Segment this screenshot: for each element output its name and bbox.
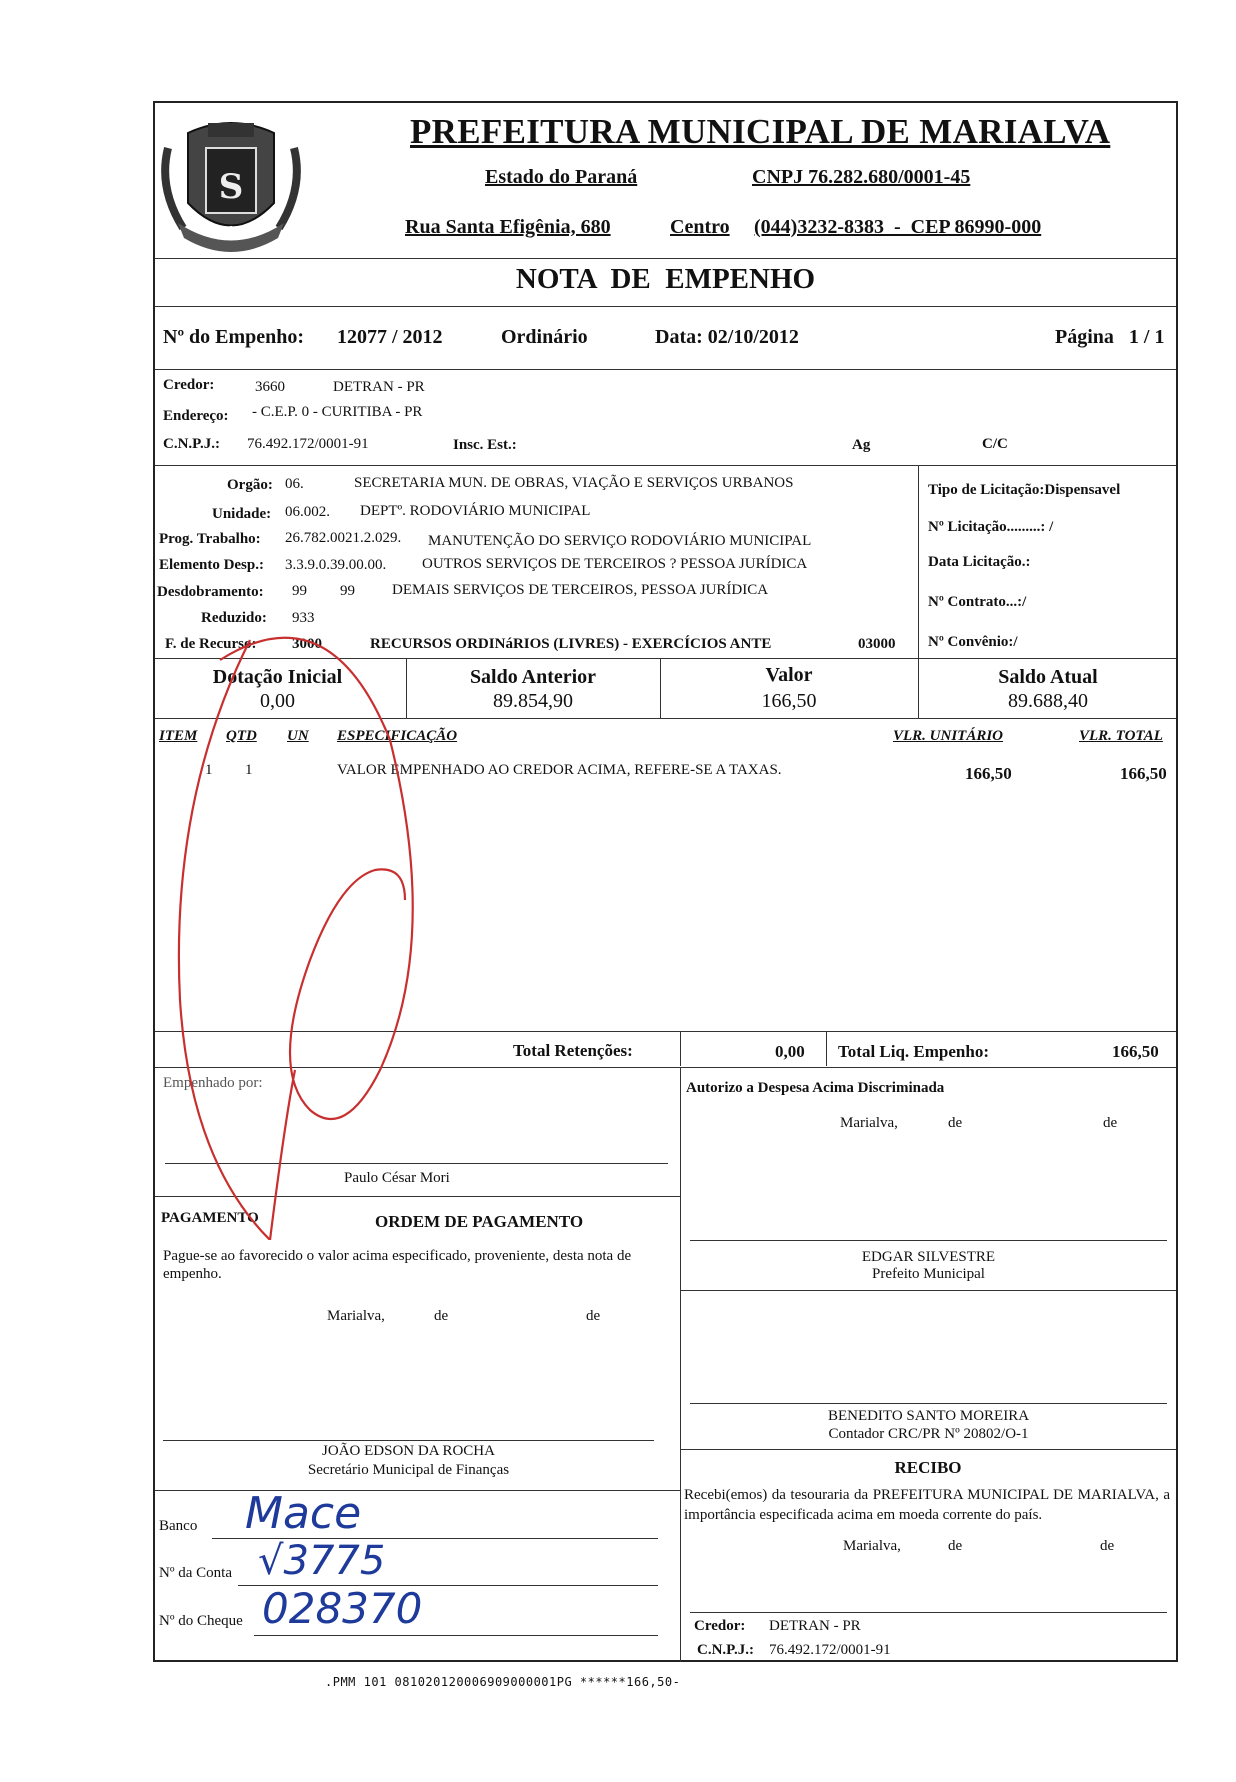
prog-trabalho-label: Prog. Trabalho:: [159, 531, 261, 547]
phone-cep: (044)3232-8383 - CEP 86990-000: [754, 216, 1042, 238]
handwritten-signature: [150, 600, 490, 1240]
svg-text:S: S: [218, 167, 244, 207]
recibo-credor-value: DETRAN - PR: [769, 1618, 861, 1634]
recibo-cnpj-value: 76.492.172/0001-91: [769, 1642, 891, 1658]
pagamento-text: Pague-se ao favorecido o valor acima especificado, proveniente, desta nota de empenho.: [163, 1248, 632, 1282]
prefeito-role: Prefeito Municipal: [872, 1266, 985, 1282]
recibo-city: Marialva,: [843, 1538, 901, 1554]
city-coat-of-arms-logo: [158, 108, 304, 258]
saldo-anterior-label: Saldo Anterior: [469, 666, 597, 688]
un-header: UN: [287, 728, 309, 744]
prog-trabalho-code: 26.782.0021.2.029.: [285, 530, 402, 546]
fonte-recurso-label: F. de Recurso:: [165, 636, 257, 652]
recibo-de-1: de: [948, 1538, 963, 1554]
prefeito-name: EDGAR SILVESTRE: [861, 1249, 996, 1265]
total-value-header: VLR. TOTAL: [1079, 728, 1163, 744]
empenhado-por-name: Paulo César Mori: [344, 1170, 450, 1186]
reduzido-label: Reduzido:: [201, 610, 267, 626]
fonte-recurso-description: RECURSOS ORDINáRIOS (LIVRES) - EXERCÍCIOS ANTE: [370, 636, 772, 652]
autorizo-label: Autorizo a Despesa Acima Discriminada: [686, 1080, 945, 1096]
reduzido-value: 933: [292, 610, 315, 626]
recibo-de-2: de: [1100, 1538, 1115, 1554]
address-street: Rua Santa Efigênia, 680: [405, 216, 611, 238]
dotacao-inicial-value: 0,00: [260, 690, 295, 712]
valor-value: 166,50: [761, 690, 817, 712]
secretario-role: Secretário Municipal de Finanças: [307, 1462, 510, 1478]
qtd-header: QTD: [226, 728, 257, 744]
fonte-recurso-number: 03000: [858, 636, 896, 652]
orgao-label: Orgão:: [227, 477, 273, 493]
orgao-description: SECRETARIA MUN. DE OBRAS, VIAÇÃO E SERVIÇOS URBANOS: [354, 475, 794, 491]
pagamento-de-2: de: [586, 1308, 601, 1324]
desdobramento-a: 99: [292, 583, 307, 599]
tipo-licitacao: Tipo de Licitação:Dispensavel: [928, 482, 1121, 498]
desdobramento-label: Desdobramento:: [157, 584, 264, 600]
cheque-handwritten: 028370: [262, 1584, 423, 1633]
saldo-anterior-value: 89.854,90: [493, 690, 573, 712]
item-total-value: 166,50: [1120, 764, 1167, 783]
municipality-title: PREFEITURA MUNICIPAL DE MARIALVA: [410, 112, 1111, 151]
total-liquido-value: 166,50: [1112, 1042, 1159, 1061]
desdobramento-description: DEMAIS SERVIÇOS DE TERCEIROS, PESSOA JURÍDICA: [392, 582, 769, 598]
credor-name: DETRAN - PR: [333, 379, 425, 395]
desdobramento-b: 99: [340, 583, 355, 599]
cnpj-label: C.N.P.J.:: [163, 436, 220, 452]
total-liquido-label: Total Liq. Empenho:: [838, 1042, 989, 1061]
item-description: VALOR EMPENHADO AO CREDOR ACIMA, REFERE-SE A TAXAS.: [337, 762, 782, 778]
unidade-description: DEPTº. RODOVIÁRIO MUNICIPAL: [360, 503, 591, 519]
empenho-number: 12077 / 2012: [337, 326, 443, 348]
credor-label: Credor:: [163, 377, 215, 393]
saldo-atual-label: Saldo Atual: [998, 666, 1098, 688]
empenho-date: Data: 02/10/2012: [655, 326, 799, 348]
banco-handwritten: Mace: [245, 1488, 362, 1539]
autorizo-de-1: de: [948, 1115, 963, 1131]
recibo-credor-label: Credor:: [694, 1618, 746, 1634]
elemento-label: Elemento Desp.:: [159, 557, 264, 573]
conta-label: Nº da Conta: [159, 1565, 232, 1581]
item-number: 1: [205, 762, 213, 778]
prog-trabalho-description: MANUTENÇÃO DO SERVIÇO RODOVIÁRIO MUNICIPAL: [428, 533, 812, 549]
pagamento-label: PAGAMENTO: [161, 1210, 259, 1226]
cheque-label: Nº do Cheque: [159, 1613, 243, 1629]
dotacao-inicial-label: Dotação Inicial: [212, 666, 343, 688]
saldo-atual-value: 89.688,40: [1008, 690, 1088, 712]
recibo-text: Recebi(emos) da tesouraria da PREFEITURA MUNICIPAL DE MARIALVA, a importância especificada acima em moeda corrente do país.: [684, 1487, 1170, 1523]
numero-licitacao: Nº Licitação.........: /: [928, 519, 1054, 535]
credor-code: 3660: [255, 379, 285, 395]
pagamento-city: Marialva,: [327, 1308, 385, 1324]
empenhado-por-label: Empenhado por:: [163, 1075, 263, 1091]
autorizo-de-2: de: [1103, 1115, 1118, 1131]
address-district: Centro: [670, 216, 730, 238]
fonte-recurso-code: 3000: [292, 636, 322, 652]
logo-banner-text: MARIALVA: [198, 225, 255, 236]
orgao-code: 06.: [285, 476, 304, 492]
barcode-text: .PMM 101 081020120006909000001PG ******166,50-: [325, 1675, 681, 1689]
unidade-code: 06.002.: [285, 504, 330, 520]
elemento-description: OUTROS SERVIÇOS DE TERCEIROS ? PESSOA JURÍDICA: [422, 556, 808, 572]
especificacao-header: ESPECIFICAÇÃO: [337, 728, 458, 744]
unidade-label: Unidade:: [212, 506, 272, 522]
endereco-value: - C.E.P. 0 - CURITIBA - PR: [252, 404, 423, 420]
conta-handwritten: √3775: [258, 1538, 386, 1584]
page-number: Página 1 / 1: [1055, 326, 1165, 348]
numero-contrato: Nº Contrato...:/: [928, 594, 1027, 610]
item-header: ITEM: [159, 728, 198, 744]
item-qtd: 1: [245, 762, 253, 778]
item-unit-value: 166,50: [965, 764, 1012, 783]
endereco-label: Endereço:: [163, 408, 229, 424]
empenho-number-label: Nº do Empenho:: [163, 326, 305, 348]
unit-value-header: VLR. UNITÁRIO: [893, 728, 1004, 744]
cnpj-header: CNPJ 76.282.680/0001-45: [752, 166, 971, 188]
total-retencoes-value: 0,00: [775, 1042, 805, 1061]
autorizo-city: Marialva,: [840, 1115, 898, 1131]
empenho-type: Ordinário: [501, 326, 588, 348]
document-title: NOTA DE EMPENHO: [515, 263, 816, 295]
recibo-title: RECIBO: [894, 1458, 962, 1477]
valor-label: Valor: [765, 664, 813, 686]
total-retencoes-label: Total Retenções:: [513, 1041, 633, 1060]
agency-label: Ag: [852, 437, 871, 453]
data-licitacao: Data Licitação.:: [928, 554, 1031, 570]
recibo-cnpj-label: C.N.P.J.:: [697, 1642, 754, 1658]
cnpj-value: 76.492.172/0001-91: [247, 436, 369, 452]
banco-label: Banco: [159, 1518, 198, 1534]
contador-role: Contador CRC/PR Nº 20802/O-1: [828, 1426, 1029, 1442]
elemento-code: 3.3.9.0.39.00.00.: [285, 557, 387, 573]
insc-est-label: Insc. Est.:: [453, 437, 517, 453]
secretario-name: JOÃO EDSON DA ROCHA: [322, 1443, 495, 1459]
numero-convenio: Nº Convênio:/: [928, 634, 1018, 650]
pagamento-de-1: de: [434, 1308, 449, 1324]
checking-account-label: C/C: [982, 436, 1008, 452]
contador-name: BENEDITO SANTO MOREIRA: [827, 1408, 1030, 1424]
ordem-pagamento-label: ORDEM DE PAGAMENTO: [375, 1212, 584, 1231]
state-name: Estado do Paraná: [485, 166, 638, 188]
